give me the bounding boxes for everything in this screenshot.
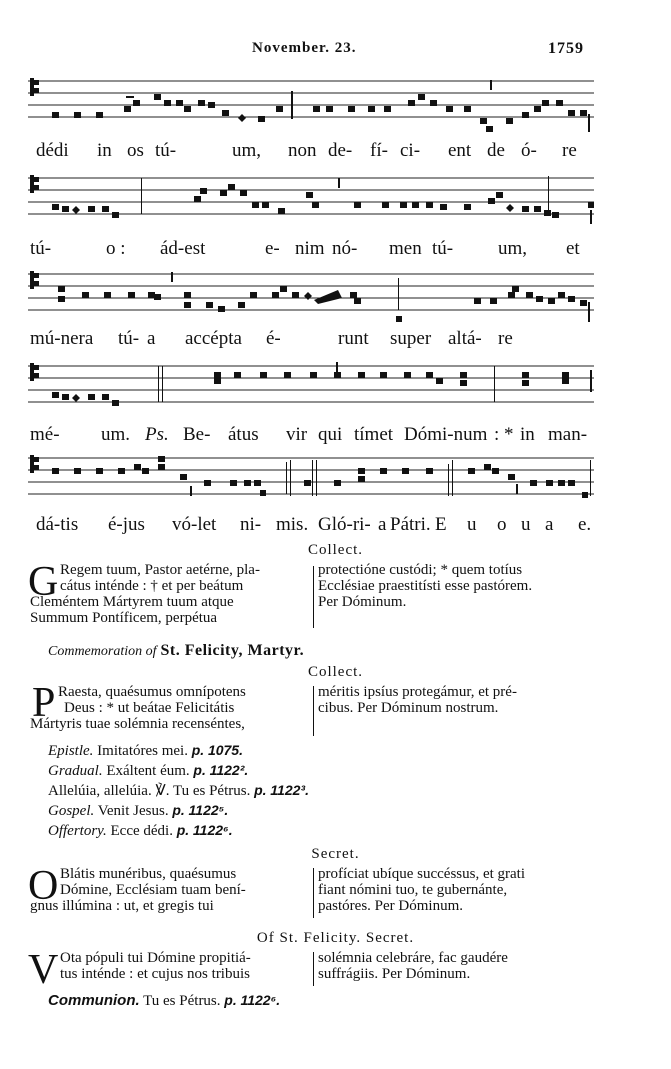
text-line: pastóres. Per Dóminum. xyxy=(318,898,463,914)
text-line: cibus. Per Dóminum nostrum. xyxy=(318,700,499,716)
text-line: Dómine, Ecclésiam tuam bení- xyxy=(60,882,246,898)
text-line: solémnia celebráre, fac gaudére xyxy=(318,950,508,966)
proper-epistle xyxy=(48,742,243,760)
drop-cap-g: G xyxy=(28,559,59,605)
chant-syllable: a xyxy=(378,514,387,535)
chant-syllable: é-jus xyxy=(108,514,145,535)
column-divider xyxy=(313,952,314,986)
page-ref: 1122⁵. xyxy=(188,802,229,818)
chant-syllable: E xyxy=(435,514,447,535)
proper-alleluia xyxy=(48,782,309,800)
page-ref-prefix: p. xyxy=(193,762,206,778)
text-line: Blátis munéribus, quaésumus xyxy=(60,866,237,882)
chant-syllable: nó- xyxy=(332,238,358,259)
page-number: 1759 xyxy=(548,40,584,57)
running-header-date: November. 23. xyxy=(252,40,357,56)
chant-syllable: runt xyxy=(338,328,369,349)
chant-syllable: mé- xyxy=(30,424,60,445)
proper-text: Exáltent éum. xyxy=(106,763,190,779)
text-line: Raesta, quaésumus omnípotens xyxy=(58,684,246,700)
secret-right-column xyxy=(318,950,598,982)
chant-lyrics-line-4 xyxy=(0,424,671,448)
chant-syllable: vó-let xyxy=(172,514,217,535)
chant-syllable: tú- xyxy=(432,238,454,259)
text-line: protectióne custódi; * quem totíus xyxy=(318,562,523,578)
chant-syllable: átus xyxy=(228,424,259,445)
commemoration-heading xyxy=(48,642,304,660)
chant-syllable: Ps. xyxy=(145,424,169,445)
proper-text: Imitatóres mei. xyxy=(97,743,188,759)
proper-label: Gradual. xyxy=(48,763,103,779)
chant-staff-5 xyxy=(28,450,594,512)
chant-syllable: Pátri. xyxy=(390,514,431,535)
page-ref-prefix: p. xyxy=(172,802,185,818)
collect-left-column xyxy=(30,680,308,732)
text-line: méritis ipsíus protegámur, et pré- xyxy=(318,684,517,700)
chant-syllable: de- xyxy=(328,140,353,161)
proper-text: Allelúia, allelúia. ℣. Tu es Pétrus. xyxy=(48,783,251,799)
chant-syllable: mis. xyxy=(276,514,309,535)
chant-syllable: ó- xyxy=(521,140,537,161)
chant-syllable: dédi xyxy=(36,140,69,161)
secret-left-column xyxy=(28,863,308,914)
text-line: Ecclésiae praestitísti esse pastórem. xyxy=(318,578,533,594)
text-line: cátus inténde : † et per beátum xyxy=(60,578,244,594)
chant-syllable: et xyxy=(566,238,580,259)
page-ref-prefix: p. xyxy=(191,742,205,758)
commemoration-saint: St. Felicity, Martyr. xyxy=(160,642,305,659)
chant-syllable: qui xyxy=(318,424,343,445)
text-line: Regem tuum, Pastor aetérne, pla- xyxy=(60,562,260,578)
collect-right-column xyxy=(318,562,598,610)
column-divider xyxy=(313,868,314,918)
chant-syllable: o xyxy=(497,514,507,535)
proper-gradual xyxy=(48,762,248,780)
chant-syllable: Be- xyxy=(183,424,211,445)
chant-syllable: re xyxy=(562,140,577,161)
text-line: Mártyris tuae solémnia recenséntes, xyxy=(30,716,245,732)
column-divider xyxy=(313,686,314,736)
chant-syllable: altá- xyxy=(448,328,482,349)
text-line: gnus illúmina : ut, et gregis tui xyxy=(30,898,214,914)
page-ref-prefix: p. xyxy=(254,782,267,798)
text-line: fiant nómini tuo, te gubernánte, xyxy=(318,882,508,898)
chant-syllable: é- xyxy=(266,328,281,349)
chant-syllable: tímet xyxy=(354,424,394,445)
chant-staff-1 xyxy=(28,66,594,138)
secret-heading: Of St. Felicity. Secret. xyxy=(256,930,415,946)
chant-syllable: ád-est xyxy=(160,238,206,259)
chant-staff-3 xyxy=(28,262,594,334)
chant-syllable: super xyxy=(390,328,432,349)
chant-syllable: tú- xyxy=(155,140,177,161)
secret-left-column xyxy=(30,950,308,982)
proper-gospel xyxy=(48,802,228,820)
chant-syllable: Gló-ri- xyxy=(318,514,371,535)
page-ref: 1122⁶. xyxy=(240,992,281,1008)
proper-offertory xyxy=(48,822,233,840)
page-ref: 1122². xyxy=(209,762,249,778)
chant-syllable: in xyxy=(520,424,535,445)
drop-cap-v: V xyxy=(28,947,59,993)
collect-heading: Collect. xyxy=(307,664,364,680)
proper-label: Offertory. xyxy=(48,823,107,839)
chant-lyrics-line-2 xyxy=(0,238,671,262)
text-line: Summum Pontíficem, perpétua xyxy=(30,610,218,626)
chant-syllable: vir xyxy=(286,424,308,445)
chant-syllable: o : xyxy=(106,238,126,259)
proper-label: Communion. xyxy=(48,992,140,1009)
collect-heading: Collect. xyxy=(307,542,364,558)
collect-left-column xyxy=(28,559,308,626)
chant-syllable: tú- xyxy=(118,328,140,349)
commemoration-label: Commemoration of xyxy=(48,644,157,659)
chant-syllable: e. xyxy=(578,514,592,535)
proper-text: Ecce dédi. xyxy=(110,823,173,839)
page-ref: 1122³. xyxy=(270,782,309,798)
text-line: suffrágiis. Per Dóminum. xyxy=(318,966,471,982)
secret-heading: Secret. xyxy=(311,846,360,862)
chant-syllable: ci- xyxy=(400,140,421,161)
chant-syllable: mú-nera xyxy=(30,328,94,349)
chant-syllable: re xyxy=(498,328,513,349)
column-divider xyxy=(313,566,314,628)
proper-text: Venit Jesus. xyxy=(97,803,169,819)
chant-syllable: men xyxy=(389,238,422,259)
chant-syllable: u xyxy=(467,514,477,535)
proper-communion xyxy=(48,992,280,1010)
page-ref-prefix: p. xyxy=(176,822,190,838)
proper-label: Gospel. xyxy=(48,803,95,819)
text-line: Ota pópuli tui Dómine propitiá- xyxy=(60,950,251,966)
chant-syllable: accépta xyxy=(185,328,242,349)
text-line: Deus : * ut beátae Felicitátis xyxy=(64,700,235,716)
drop-cap-p: P xyxy=(32,680,56,726)
chant-staff-4 xyxy=(28,356,594,428)
chant-syllable: um, xyxy=(232,140,262,161)
page-ref: 1122⁶. xyxy=(192,822,233,838)
chant-syllable: : * xyxy=(494,424,514,445)
chant-syllable: de xyxy=(487,140,505,161)
text-line: profíciat ubíque succéssus, et grati xyxy=(318,866,526,882)
secret-right-column xyxy=(318,866,598,914)
text-line: Cleméntem Mártyrem tuum atque xyxy=(30,594,234,610)
proper-text: Tu es Pétrus. xyxy=(143,993,221,1009)
chant-syllable: tú- xyxy=(30,238,52,259)
chant-syllable: dá-tis xyxy=(36,514,79,535)
text-line: Per Dóminum. xyxy=(318,594,407,610)
chant-syllable: um. xyxy=(101,424,131,445)
chant-staff-2 xyxy=(28,166,594,238)
chant-syllable: in xyxy=(97,140,112,161)
chant-syllable: ent xyxy=(448,140,472,161)
proper-label: Epistle. xyxy=(48,743,94,759)
chant-lyrics-line-3 xyxy=(0,328,671,352)
chant-syllable: fí- xyxy=(370,140,388,161)
page-ref: 1075. xyxy=(207,742,243,758)
chant-syllable: e- xyxy=(265,238,280,259)
chant-syllable: ni- xyxy=(240,514,262,535)
chant-syllable: a xyxy=(147,328,156,349)
chant-syllable: Dómi-num xyxy=(404,424,488,445)
collect-right-column xyxy=(318,684,598,716)
drop-cap-o: O xyxy=(28,863,59,909)
chant-syllable: os xyxy=(127,140,144,161)
chant-syllable: nim xyxy=(295,238,325,259)
chant-lyrics-line-1 xyxy=(0,140,671,164)
text-line: tus inténde : et cujus nos tribuis xyxy=(60,966,250,982)
chant-syllable: a xyxy=(545,514,554,535)
page-ref-prefix: p. xyxy=(224,992,237,1008)
chant-syllable: non xyxy=(288,140,317,161)
chant-syllable: man- xyxy=(548,424,588,445)
chant-syllable: u xyxy=(521,514,531,535)
chant-lyrics-line-5 xyxy=(0,514,671,538)
chant-syllable: um, xyxy=(498,238,528,259)
